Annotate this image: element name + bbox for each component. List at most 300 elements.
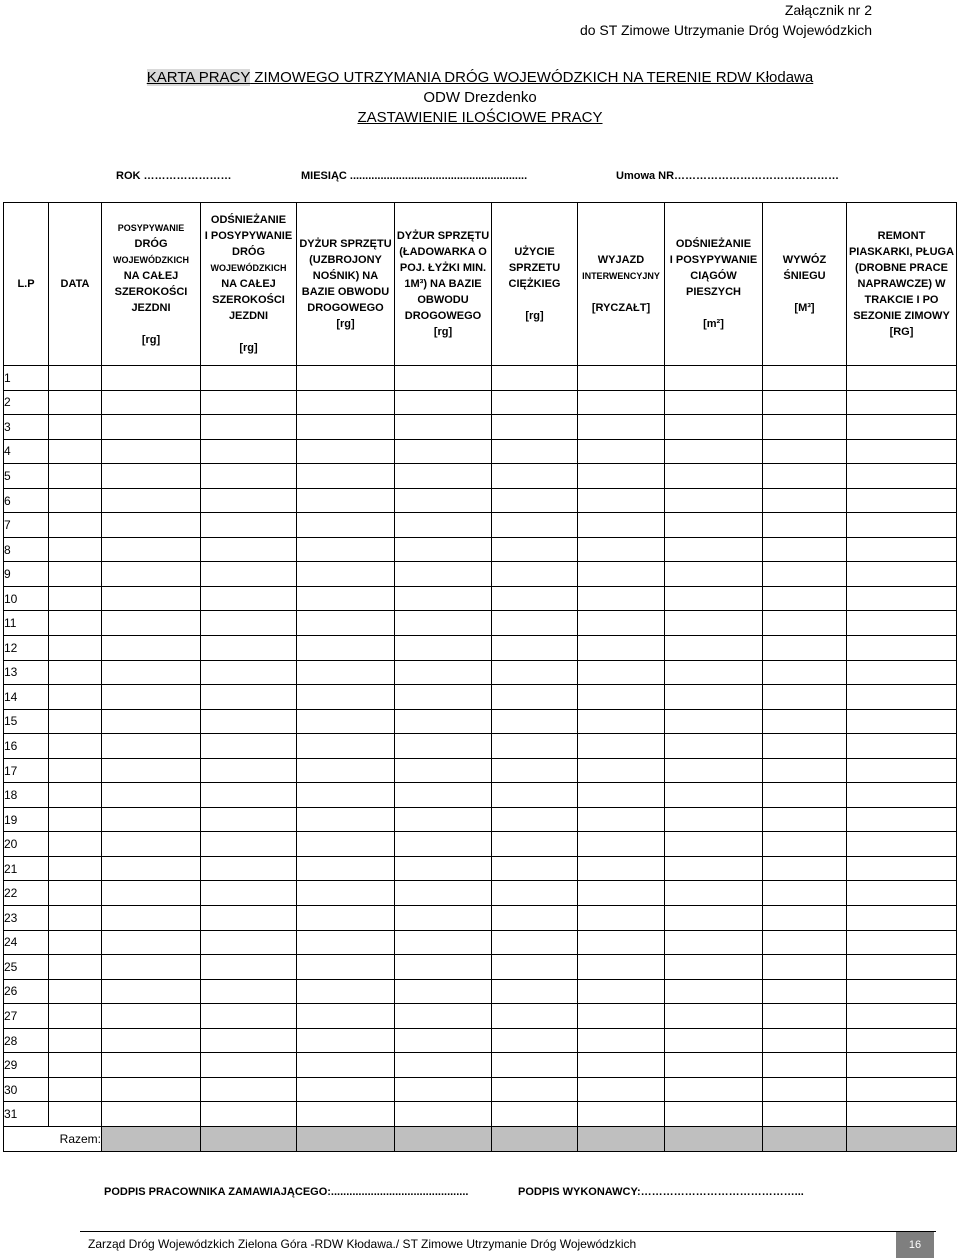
entry-cell[interactable] — [102, 660, 201, 685]
entry-cell[interactable] — [847, 758, 957, 783]
entry-cell[interactable] — [578, 734, 665, 759]
entry-cell[interactable] — [49, 783, 102, 808]
entry-cell[interactable] — [492, 390, 578, 415]
entry-cell[interactable] — [49, 366, 102, 391]
entry-cell[interactable] — [492, 611, 578, 636]
entry-cell[interactable] — [847, 562, 957, 587]
entry-cell[interactable] — [763, 415, 847, 440]
entry-cell[interactable] — [763, 709, 847, 734]
entry-cell[interactable] — [763, 366, 847, 391]
entry-cell[interactable] — [201, 488, 297, 513]
entry-cell[interactable] — [102, 758, 201, 783]
entry-cell[interactable] — [665, 930, 763, 955]
entry-cell[interactable] — [201, 464, 297, 489]
entry-cell[interactable] — [763, 807, 847, 832]
entry-cell[interactable] — [665, 979, 763, 1004]
entry-cell[interactable] — [102, 734, 201, 759]
total-cell[interactable] — [492, 1126, 578, 1151]
entry-cell[interactable] — [578, 513, 665, 538]
entry-cell[interactable] — [578, 537, 665, 562]
entry-cell[interactable] — [763, 1077, 847, 1102]
entry-cell[interactable] — [763, 390, 847, 415]
entry-cell[interactable] — [49, 660, 102, 685]
entry-cell[interactable] — [395, 537, 492, 562]
entry-cell[interactable] — [578, 562, 665, 587]
entry-cell[interactable] — [297, 807, 395, 832]
entry-cell[interactable] — [665, 758, 763, 783]
entry-cell[interactable] — [395, 734, 492, 759]
entry-cell[interactable] — [201, 586, 297, 611]
entry-cell[interactable] — [763, 1004, 847, 1029]
entry-cell[interactable] — [578, 906, 665, 931]
entry-cell[interactable] — [49, 562, 102, 587]
entry-cell[interactable] — [297, 832, 395, 857]
entry-cell[interactable] — [763, 1102, 847, 1127]
entry-cell[interactable] — [102, 415, 201, 440]
entry-cell[interactable] — [665, 611, 763, 636]
entry-cell[interactable] — [102, 636, 201, 661]
entry-cell[interactable] — [297, 856, 395, 881]
entry-cell[interactable] — [578, 488, 665, 513]
entry-cell[interactable] — [578, 366, 665, 391]
entry-cell[interactable] — [102, 955, 201, 980]
entry-cell[interactable] — [395, 562, 492, 587]
entry-cell[interactable] — [665, 1004, 763, 1029]
entry-cell[interactable] — [49, 636, 102, 661]
entry-cell[interactable] — [665, 415, 763, 440]
entry-cell[interactable] — [297, 660, 395, 685]
entry-cell[interactable] — [665, 856, 763, 881]
entry-cell[interactable] — [492, 832, 578, 857]
entry-cell[interactable] — [297, 930, 395, 955]
entry-cell[interactable] — [395, 611, 492, 636]
entry-cell[interactable] — [665, 562, 763, 587]
entry-cell[interactable] — [492, 709, 578, 734]
entry-cell[interactable] — [578, 709, 665, 734]
entry-cell[interactable] — [49, 464, 102, 489]
entry-cell[interactable] — [665, 1077, 763, 1102]
entry-cell[interactable] — [201, 660, 297, 685]
entry-cell[interactable] — [492, 464, 578, 489]
entry-cell[interactable] — [492, 881, 578, 906]
entry-cell[interactable] — [201, 513, 297, 538]
entry-cell[interactable] — [297, 685, 395, 710]
entry-cell[interactable] — [102, 586, 201, 611]
entry-cell[interactable] — [847, 807, 957, 832]
entry-cell[interactable] — [578, 611, 665, 636]
entry-cell[interactable] — [578, 1053, 665, 1078]
entry-cell[interactable] — [201, 1004, 297, 1029]
entry-cell[interactable] — [297, 366, 395, 391]
entry-cell[interactable] — [297, 1004, 395, 1029]
entry-cell[interactable] — [492, 537, 578, 562]
entry-cell[interactable] — [395, 586, 492, 611]
entry-cell[interactable] — [49, 930, 102, 955]
entry-cell[interactable] — [847, 586, 957, 611]
entry-cell[interactable] — [492, 1004, 578, 1029]
entry-cell[interactable] — [297, 488, 395, 513]
entry-cell[interactable] — [297, 439, 395, 464]
entry-cell[interactable] — [665, 783, 763, 808]
entry-cell[interactable] — [665, 537, 763, 562]
entry-cell[interactable] — [578, 979, 665, 1004]
entry-cell[interactable] — [578, 636, 665, 661]
entry-cell[interactable] — [49, 1077, 102, 1102]
entry-cell[interactable] — [492, 930, 578, 955]
entry-cell[interactable] — [201, 1102, 297, 1127]
entry-cell[interactable] — [847, 783, 957, 808]
entry-cell[interactable] — [492, 439, 578, 464]
entry-cell[interactable] — [395, 783, 492, 808]
entry-cell[interactable] — [578, 856, 665, 881]
entry-cell[interactable] — [763, 685, 847, 710]
entry-cell[interactable] — [763, 611, 847, 636]
entry-cell[interactable] — [49, 488, 102, 513]
entry-cell[interactable] — [395, 685, 492, 710]
entry-cell[interactable] — [578, 586, 665, 611]
entry-cell[interactable] — [847, 930, 957, 955]
entry-cell[interactable] — [492, 807, 578, 832]
entry-cell[interactable] — [297, 881, 395, 906]
entry-cell[interactable] — [102, 537, 201, 562]
entry-cell[interactable] — [102, 832, 201, 857]
entry-cell[interactable] — [201, 955, 297, 980]
entry-cell[interactable] — [763, 660, 847, 685]
entry-cell[interactable] — [763, 856, 847, 881]
entry-cell[interactable] — [763, 562, 847, 587]
entry-cell[interactable] — [201, 758, 297, 783]
entry-cell[interactable] — [395, 636, 492, 661]
entry-cell[interactable] — [201, 832, 297, 857]
entry-cell[interactable] — [492, 488, 578, 513]
entry-cell[interactable] — [297, 955, 395, 980]
entry-cell[interactable] — [395, 807, 492, 832]
entry-cell[interactable] — [49, 611, 102, 636]
entry-cell[interactable] — [102, 562, 201, 587]
entry-cell[interactable] — [492, 685, 578, 710]
entry-cell[interactable] — [395, 709, 492, 734]
entry-cell[interactable] — [665, 636, 763, 661]
total-cell[interactable] — [578, 1126, 665, 1151]
entry-cell[interactable] — [847, 906, 957, 931]
entry-cell[interactable] — [102, 1077, 201, 1102]
entry-cell[interactable] — [49, 709, 102, 734]
entry-cell[interactable] — [763, 464, 847, 489]
total-cell[interactable] — [763, 1126, 847, 1151]
entry-cell[interactable] — [395, 1004, 492, 1029]
entry-cell[interactable] — [395, 488, 492, 513]
entry-cell[interactable] — [395, 415, 492, 440]
entry-cell[interactable] — [665, 709, 763, 734]
total-cell[interactable] — [297, 1126, 395, 1151]
entry-cell[interactable] — [102, 1053, 201, 1078]
entry-cell[interactable] — [102, 488, 201, 513]
entry-cell[interactable] — [395, 906, 492, 931]
entry-cell[interactable] — [763, 439, 847, 464]
entry-cell[interactable] — [847, 709, 957, 734]
entry-cell[interactable] — [763, 930, 847, 955]
entry-cell[interactable] — [763, 832, 847, 857]
entry-cell[interactable] — [201, 685, 297, 710]
entry-cell[interactable] — [763, 783, 847, 808]
entry-cell[interactable] — [102, 390, 201, 415]
entry-cell[interactable] — [763, 586, 847, 611]
entry-cell[interactable] — [395, 955, 492, 980]
entry-cell[interactable] — [102, 709, 201, 734]
entry-cell[interactable] — [102, 1102, 201, 1127]
entry-cell[interactable] — [102, 856, 201, 881]
entry-cell[interactable] — [201, 1028, 297, 1053]
entry-cell[interactable] — [847, 1102, 957, 1127]
entry-cell[interactable] — [297, 1028, 395, 1053]
entry-cell[interactable] — [49, 586, 102, 611]
entry-cell[interactable] — [201, 856, 297, 881]
entry-cell[interactable] — [578, 660, 665, 685]
entry-cell[interactable] — [201, 562, 297, 587]
entry-cell[interactable] — [492, 415, 578, 440]
entry-cell[interactable] — [49, 439, 102, 464]
entry-cell[interactable] — [665, 513, 763, 538]
entry-cell[interactable] — [297, 611, 395, 636]
total-cell[interactable] — [665, 1126, 763, 1151]
entry-cell[interactable] — [297, 906, 395, 931]
entry-cell[interactable] — [847, 390, 957, 415]
entry-cell[interactable] — [578, 832, 665, 857]
entry-cell[interactable] — [665, 464, 763, 489]
entry-cell[interactable] — [201, 906, 297, 931]
entry-cell[interactable] — [847, 1077, 957, 1102]
entry-cell[interactable] — [492, 734, 578, 759]
entry-cell[interactable] — [578, 415, 665, 440]
entry-cell[interactable] — [201, 415, 297, 440]
entry-cell[interactable] — [492, 1028, 578, 1053]
entry-cell[interactable] — [492, 636, 578, 661]
entry-cell[interactable] — [847, 881, 957, 906]
entry-cell[interactable] — [201, 537, 297, 562]
entry-cell[interactable] — [847, 488, 957, 513]
entry-cell[interactable] — [297, 537, 395, 562]
entry-cell[interactable] — [763, 1028, 847, 1053]
entry-cell[interactable] — [578, 1102, 665, 1127]
entry-cell[interactable] — [847, 611, 957, 636]
total-cell[interactable] — [201, 1126, 297, 1151]
entry-cell[interactable] — [492, 955, 578, 980]
entry-cell[interactable] — [102, 513, 201, 538]
entry-cell[interactable] — [102, 439, 201, 464]
entry-cell[interactable] — [665, 1102, 763, 1127]
entry-cell[interactable] — [102, 685, 201, 710]
total-cell[interactable] — [847, 1126, 957, 1151]
entry-cell[interactable] — [665, 734, 763, 759]
entry-cell[interactable] — [102, 366, 201, 391]
entry-cell[interactable] — [395, 979, 492, 1004]
entry-cell[interactable] — [395, 439, 492, 464]
entry-cell[interactable] — [763, 906, 847, 931]
entry-cell[interactable] — [578, 1077, 665, 1102]
entry-cell[interactable] — [492, 758, 578, 783]
entry-cell[interactable] — [49, 685, 102, 710]
entry-cell[interactable] — [201, 636, 297, 661]
entry-cell[interactable] — [665, 488, 763, 513]
entry-cell[interactable] — [297, 979, 395, 1004]
entry-cell[interactable] — [847, 685, 957, 710]
entry-cell[interactable] — [492, 1053, 578, 1078]
entry-cell[interactable] — [102, 979, 201, 1004]
entry-cell[interactable] — [578, 1028, 665, 1053]
entry-cell[interactable] — [492, 783, 578, 808]
entry-cell[interactable] — [847, 979, 957, 1004]
entry-cell[interactable] — [102, 906, 201, 931]
entry-cell[interactable] — [763, 881, 847, 906]
entry-cell[interactable] — [578, 685, 665, 710]
entry-cell[interactable] — [492, 1102, 578, 1127]
entry-cell[interactable] — [201, 1053, 297, 1078]
entry-cell[interactable] — [395, 464, 492, 489]
entry-cell[interactable] — [763, 636, 847, 661]
entry-cell[interactable] — [665, 955, 763, 980]
entry-cell[interactable] — [847, 439, 957, 464]
entry-cell[interactable] — [49, 906, 102, 931]
entry-cell[interactable] — [297, 1077, 395, 1102]
entry-cell[interactable] — [201, 734, 297, 759]
entry-cell[interactable] — [297, 783, 395, 808]
entry-cell[interactable] — [201, 366, 297, 391]
entry-cell[interactable] — [297, 586, 395, 611]
entry-cell[interactable] — [297, 562, 395, 587]
entry-cell[interactable] — [578, 783, 665, 808]
entry-cell[interactable] — [578, 955, 665, 980]
total-cell[interactable] — [102, 1126, 201, 1151]
entry-cell[interactable] — [763, 488, 847, 513]
entry-cell[interactable] — [763, 537, 847, 562]
entry-cell[interactable] — [665, 881, 763, 906]
entry-cell[interactable] — [763, 955, 847, 980]
entry-cell[interactable] — [395, 660, 492, 685]
entry-cell[interactable] — [395, 1053, 492, 1078]
entry-cell[interactable] — [763, 758, 847, 783]
entry-cell[interactable] — [665, 660, 763, 685]
entry-cell[interactable] — [578, 758, 665, 783]
entry-cell[interactable] — [492, 366, 578, 391]
entry-cell[interactable] — [49, 955, 102, 980]
entry-cell[interactable] — [847, 734, 957, 759]
entry-cell[interactable] — [201, 783, 297, 808]
entry-cell[interactable] — [49, 415, 102, 440]
entry-cell[interactable] — [49, 390, 102, 415]
entry-cell[interactable] — [297, 513, 395, 538]
entry-cell[interactable] — [297, 390, 395, 415]
entry-cell[interactable] — [102, 611, 201, 636]
entry-cell[interactable] — [395, 513, 492, 538]
entry-cell[interactable] — [578, 1004, 665, 1029]
entry-cell[interactable] — [201, 1077, 297, 1102]
entry-cell[interactable] — [395, 366, 492, 391]
entry-cell[interactable] — [492, 906, 578, 931]
entry-cell[interactable] — [763, 979, 847, 1004]
entry-cell[interactable] — [297, 464, 395, 489]
entry-cell[interactable] — [201, 439, 297, 464]
entry-cell[interactable] — [763, 513, 847, 538]
entry-cell[interactable] — [49, 758, 102, 783]
entry-cell[interactable] — [665, 366, 763, 391]
entry-cell[interactable] — [102, 881, 201, 906]
entry-cell[interactable] — [492, 1077, 578, 1102]
entry-cell[interactable] — [847, 1028, 957, 1053]
entry-cell[interactable] — [665, 1028, 763, 1053]
entry-cell[interactable] — [492, 979, 578, 1004]
entry-cell[interactable] — [492, 660, 578, 685]
entry-cell[interactable] — [847, 955, 957, 980]
entry-cell[interactable] — [665, 906, 763, 931]
entry-cell[interactable] — [49, 1004, 102, 1029]
entry-cell[interactable] — [49, 856, 102, 881]
entry-cell[interactable] — [102, 783, 201, 808]
entry-cell[interactable] — [395, 1077, 492, 1102]
entry-cell[interactable] — [665, 586, 763, 611]
entry-cell[interactable] — [102, 930, 201, 955]
entry-cell[interactable] — [395, 1102, 492, 1127]
entry-cell[interactable] — [847, 856, 957, 881]
entry-cell[interactable] — [395, 390, 492, 415]
entry-cell[interactable] — [102, 1004, 201, 1029]
entry-cell[interactable] — [847, 415, 957, 440]
entry-cell[interactable] — [49, 979, 102, 1004]
entry-cell[interactable] — [847, 636, 957, 661]
entry-cell[interactable] — [665, 1053, 763, 1078]
entry-cell[interactable] — [578, 390, 665, 415]
entry-cell[interactable] — [49, 1102, 102, 1127]
entry-cell[interactable] — [847, 832, 957, 857]
entry-cell[interactable] — [847, 1004, 957, 1029]
entry-cell[interactable] — [395, 832, 492, 857]
entry-cell[interactable] — [201, 709, 297, 734]
entry-cell[interactable] — [297, 636, 395, 661]
entry-cell[interactable] — [49, 1053, 102, 1078]
entry-cell[interactable] — [297, 709, 395, 734]
entry-cell[interactable] — [395, 1028, 492, 1053]
entry-cell[interactable] — [665, 439, 763, 464]
entry-cell[interactable] — [665, 390, 763, 415]
entry-cell[interactable] — [665, 832, 763, 857]
entry-cell[interactable] — [578, 807, 665, 832]
entry-cell[interactable] — [49, 734, 102, 759]
entry-cell[interactable] — [578, 439, 665, 464]
entry-cell[interactable] — [847, 537, 957, 562]
entry-cell[interactable] — [847, 1053, 957, 1078]
entry-cell[interactable] — [847, 660, 957, 685]
entry-cell[interactable] — [578, 930, 665, 955]
entry-cell[interactable] — [201, 390, 297, 415]
entry-cell[interactable] — [847, 513, 957, 538]
entry-cell[interactable] — [395, 881, 492, 906]
entry-cell[interactable] — [49, 807, 102, 832]
entry-cell[interactable] — [201, 807, 297, 832]
entry-cell[interactable] — [297, 1102, 395, 1127]
entry-cell[interactable] — [201, 611, 297, 636]
entry-cell[interactable] — [492, 856, 578, 881]
entry-cell[interactable] — [297, 734, 395, 759]
entry-cell[interactable] — [49, 1028, 102, 1053]
entry-cell[interactable] — [763, 1053, 847, 1078]
entry-cell[interactable] — [297, 758, 395, 783]
entry-cell[interactable] — [578, 464, 665, 489]
entry-cell[interactable] — [102, 464, 201, 489]
entry-cell[interactable] — [847, 464, 957, 489]
entry-cell[interactable] — [395, 930, 492, 955]
entry-cell[interactable] — [492, 513, 578, 538]
entry-cell[interactable] — [492, 562, 578, 587]
entry-cell[interactable] — [49, 513, 102, 538]
